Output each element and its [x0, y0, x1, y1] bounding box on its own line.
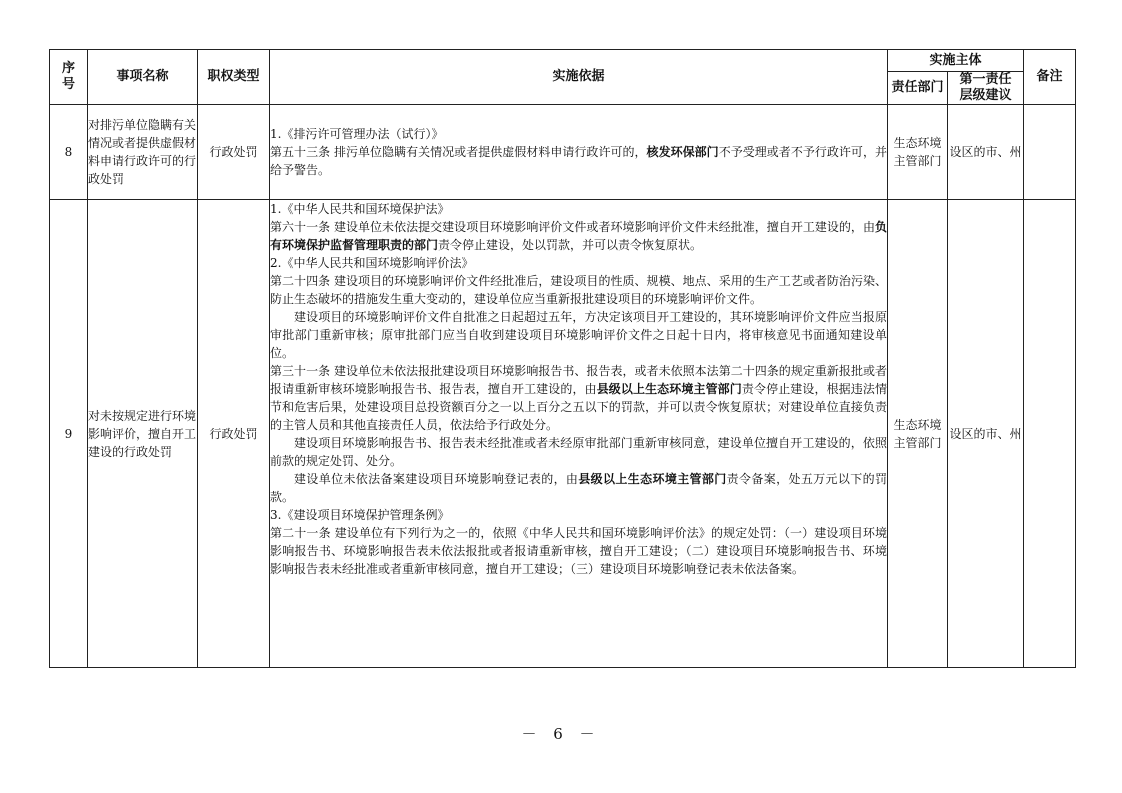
- header-row: [50, 50, 1076, 72]
- row-remark: [1024, 105, 1076, 200]
- basis-law-title: 1.《排污许可管理办法（试行）》: [270, 127, 444, 141]
- header-seq: 序号: [50, 50, 88, 105]
- basis-article: 第二十四条 建设项目的环境影响评价文件经批准后，建设项目的性质、规模、地点、采用的生产工艺或者防治污染、防止生态破坏的措施发生重大变动的，建设单位应当重新报批建设项目的环境影响评价文件。: [270, 274, 887, 306]
- basis-article: 第二十一条 建设单位有下列行为之一的，依照《中华人民共和国环境影响评价法》的规定处罚：（一）建设项目环境影响报告书、环境影响报告表未依法报批或者报请重新审核，擅自开工建设；（二）建设项目环境影响报告书、环境影响报告表未经批准或者重新审核同意，擅自开工建设；（三）建设项目环境影响登记表未依法备案。: [270, 526, 887, 576]
- row-level: 设区的市、州: [948, 105, 1024, 200]
- basis-law-title: 1.《中华人民共和国环境保护法》: [270, 202, 450, 216]
- row-power-type: 行政处罚: [198, 105, 270, 200]
- basis-law-title: 2.《中华人民共和国环境影响评价法》: [270, 256, 474, 270]
- row-level: 设区的市、州: [948, 200, 1024, 668]
- header-power-type: 职权类型: [198, 50, 270, 105]
- basis-article: 第五十三条 排污单位隐瞒有关情况或者提供虚假材料申请行政许可的，核发环保部门不予受理或者不予行政许可，并给予警告。: [270, 145, 887, 177]
- basis-paragraph: 建设项目环境影响报告书、报告表未经批准或者未经原审批部门重新审核同意，建设单位擅自开工建设的，依照前款的规定处罚、处分。: [270, 436, 887, 468]
- row-dept: 生态环境主管部门: [888, 105, 948, 200]
- header-basis: 实施依据: [270, 50, 888, 105]
- basis-paragraph: 建设项目的环境影响评价文件自批准之日起超过五年，方决定该项目开工建设的，其环境影响评价文件应当报原审批部门重新审核；原审批部门应当自收到建设项目环境影响评价文件之日起十日内，将审核意见书面通知建设单位。: [270, 310, 887, 360]
- row-basis: [270, 105, 888, 200]
- basis-emphasis: 负有环境保护监督管理职责的部门: [270, 220, 887, 252]
- basis-emphasis: 县级以上生态环境主管部门: [578, 472, 727, 486]
- enforcement-items-table: [49, 49, 1076, 668]
- basis-emphasis: 核发环保部门: [646, 145, 719, 159]
- header-subject: 实施主体: [888, 50, 1024, 72]
- row-seq: 8: [50, 105, 88, 200]
- row-dept: 生态环境主管部门: [888, 200, 948, 668]
- basis-article: 第六十一条 建设单位未依法提交建设项目环境影响评价文件或者环境影响评价文件未经批准，擅自开工建设的，由负有环境保护监督管理职责的部门责令停止建设，处以罚款，并可以责令恢复原状。: [270, 220, 887, 252]
- header-remark: 备注: [1024, 50, 1076, 105]
- basis-law-title: 3.《建设项目环境保护管理条例》: [270, 508, 450, 522]
- header-item-name: 事项名称: [88, 50, 198, 105]
- header-level: 第一责任层级建议: [948, 72, 1024, 105]
- header-dept: 责任部门: [888, 72, 948, 105]
- page-number: － 6 －: [521, 725, 601, 743]
- table-row: [50, 200, 1076, 668]
- basis-emphasis: 县级以上生态环境主管部门: [596, 382, 742, 396]
- basis-paragraph: 建设单位未依法备案建设项目环境影响登记表的，由县级以上生态环境主管部门责令备案，处五万元以下的罚款。: [270, 472, 887, 504]
- row-seq: 9: [50, 200, 88, 668]
- table-row: [50, 105, 1076, 200]
- basis-article: 第三十一条 建设单位未依法报批建设项目环境影响报告书、报告表，或者未依照本法第二十四条的规定重新报批或者报请重新审核环境影响报告书、报告表，擅自开工建设的，由县级以上生态环境主管部门责令停止建设，根据违法情节和危害后果，处建设项目总投资额百分之一以上百分之五以下的罚款，并可以责令恢复原状；对建设单位直接负责的主管人员和其他直接责任人员，依法给予行政处分。: [270, 364, 887, 432]
- row-basis: [270, 200, 888, 668]
- row-item-name: 对未按规定进行环境影响评价，擅自开工建设的行政处罚: [88, 200, 198, 668]
- row-item-name: 对排污单位隐瞒有关情况或者提供虚假材料申请行政许可的行政处罚: [88, 105, 198, 200]
- row-remark: [1024, 200, 1076, 668]
- row-power-type: 行政处罚: [198, 200, 270, 668]
